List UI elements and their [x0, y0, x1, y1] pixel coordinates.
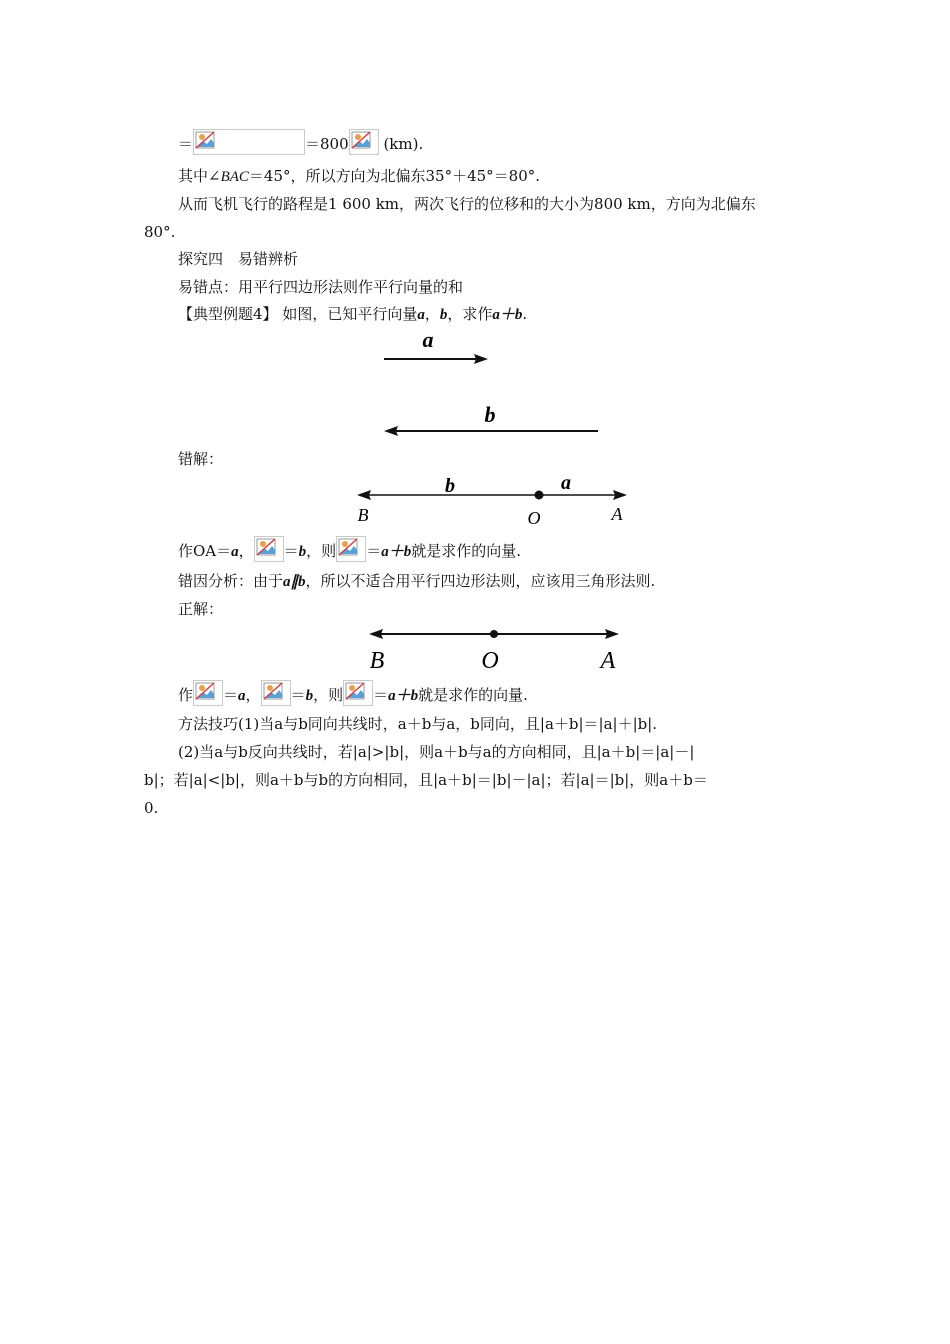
wrong-solution-text: 作OA＝a， ＝b，则 ＝a＋b就是求作的向量.	[178, 536, 521, 563]
origin-point	[535, 491, 544, 500]
error-analysis: 错因分析：由于a∥b，所以不适合用平行四边形法则，应该用三角形法则.	[178, 572, 656, 590]
point-label-A: A	[611, 504, 623, 524]
arrowhead-icon	[357, 490, 371, 500]
broken-image-icon	[261, 680, 291, 706]
arrowhead-icon	[474, 354, 488, 364]
example-title: 【典型例题4】 如图，已知平行向量a，b，求作a＋b.	[178, 305, 528, 323]
point-label-B: B	[369, 648, 385, 674]
broken-image-icon	[254, 536, 284, 562]
method-tip: (2)当a与b反向共线时，若|a|>|b|，则a＋b与a的方向相同，且|a＋b|＝|a|－|	[178, 743, 695, 761]
broken-image-icon	[349, 129, 379, 155]
vector-b-label: b	[445, 475, 455, 497]
point-label-A: A	[600, 648, 616, 674]
broken-image-icon	[343, 680, 373, 706]
broken-image-icon	[336, 536, 366, 562]
vector-a-label: a	[561, 472, 571, 494]
angle-line: 其中∠BAC＝45°，所以方向为北偏东35°＋45°＝80°.	[178, 167, 541, 185]
arrowhead-icon	[369, 629, 383, 639]
equation-line: ＝ ＝800 (km).	[178, 129, 423, 155]
paragraph-line: 80°.	[144, 223, 176, 241]
origin-point	[490, 630, 498, 638]
paragraph-line: 从而飞机飞行的路程是1 600 km，两次飞行的位移和的大小为800 km，方向为北偏东	[178, 195, 756, 213]
arrowhead-icon	[605, 629, 619, 639]
broken-image-icon	[193, 129, 305, 155]
method-tip: b|；若|a|<|b|，则a＋b与b的方向相同，且|a＋b|＝|b|－|a|；若|a|＝|b|，则a＋b＝	[144, 771, 708, 789]
correct-solution-label: 正解：	[178, 600, 224, 618]
section-heading: 探究四 易错辨析	[178, 250, 299, 268]
error-point: 易错点：用平行四边形法则作平行向量的和	[178, 278, 464, 296]
vector-b-label: b	[484, 402, 496, 427]
point-label-O: O	[527, 508, 541, 528]
wrong-solution-figure	[350, 468, 640, 530]
method-tip: 0.	[144, 799, 159, 817]
point-label-B: B	[357, 505, 369, 525]
correct-solution-figure	[360, 618, 630, 674]
arrowhead-icon	[613, 490, 627, 500]
vector-a-label: a	[422, 327, 434, 352]
method-tip: 方法技巧(1)当a与b同向共线时，a＋b与a，b同向，且|a＋b|＝|a|＋|b|.	[178, 715, 658, 733]
vectors-figure	[370, 325, 620, 445]
wrong-solution-label: 错解：	[178, 450, 224, 468]
broken-image-icon	[193, 680, 223, 706]
correct-solution-text: 作 ＝a， ＝b，则 ＝a＋b就是求作的向量.	[178, 680, 528, 707]
point-label-O: O	[481, 648, 499, 674]
arrowhead-icon	[384, 426, 398, 436]
